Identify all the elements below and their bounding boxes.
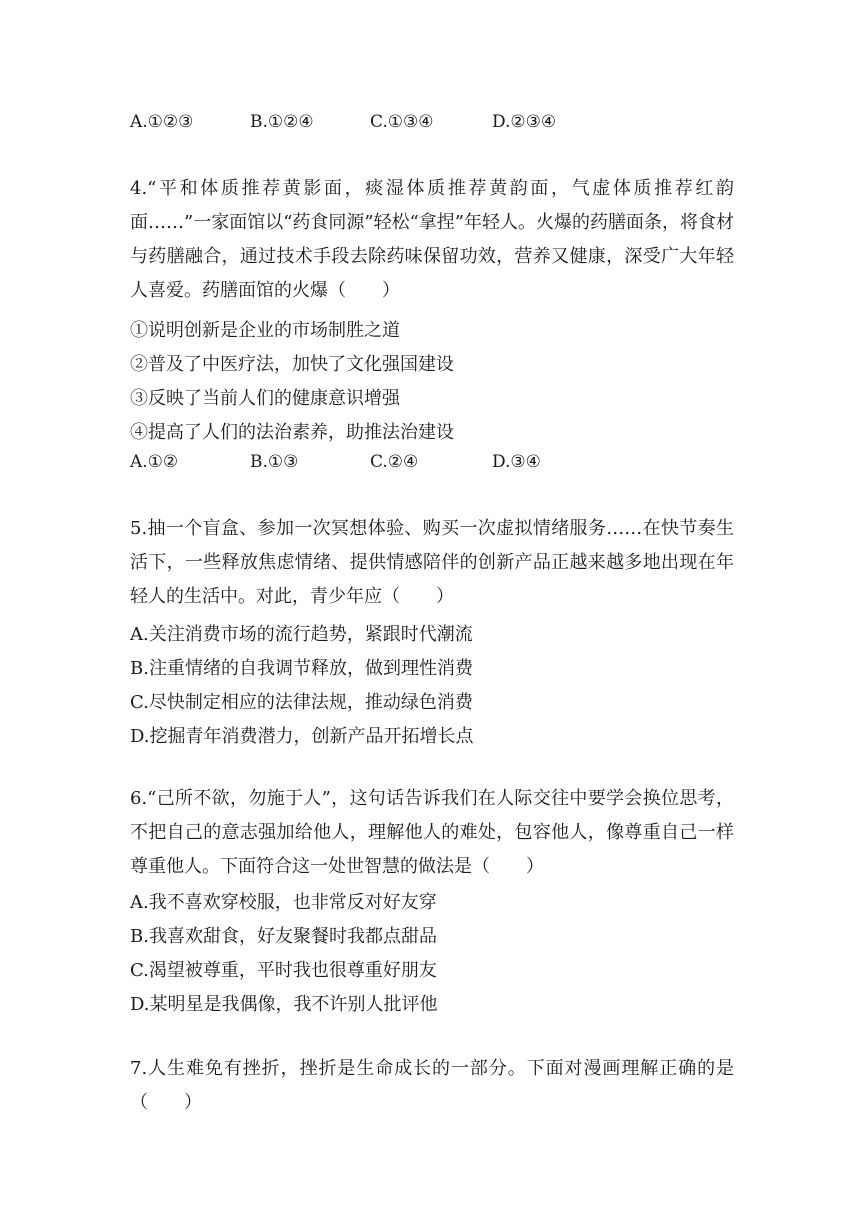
q4-item-3: ③反映了当前人们的健康意识增强 [130,388,400,409]
q5-option-d: D.挖掘青年消费潜力，创新产品开拓增长点 [130,726,474,747]
q4-item-4: ④提高了人们的法治素养，助推法治建设 [130,422,454,443]
q5-option-a: A.关注消费市场的流行趋势，紧跟时代潮流 [130,624,473,645]
q6-option-c: C.渴望被尊重，平时我也很尊重好朋友 [130,960,437,981]
q4-item-2: ②普及了中医疗法，加快了文化强国建设 [130,354,454,375]
q6-stem: 6.“己所不欲，勿施于人”，这句话告诉我们在人际交往中要学会换位思考，不把自己的意志强加给他人，理解他人的难处，包容他人，像尊重自己一样尊重他人。下面符合这一处世智慧的做法是（ ） [130,788,734,877]
q6-option-d: D.某明星是我偶像，我不许别人批评他 [130,994,438,1015]
q3-options [130,112,556,132]
q6-option-b: B.我喜欢甜食，好友聚餐时我都点甜品 [130,926,437,947]
q3-option-b: B.①②④ [250,112,314,132]
q3-option-d: D.②③④ [492,112,557,132]
q4-option-b: B.①③ [250,452,299,472]
q4-option-c: C.②④ [370,452,419,472]
q5-option-c: C.尽快制定相应的法律法规，推动绿色消费 [130,692,473,713]
q4-option-a: A.①② [130,452,179,472]
q4-option-d: D.③④ [492,452,541,472]
q4-stem: 4.“平和体质推荐黄影面，痰湿体质推荐黄韵面，气虚体质推荐红韵面……”一家面馆以“药食同源”轻松“拿捏”年轻人。火爆的药膳面条，将食材与药膳融合，通过技术手段去除药味保留功效，营养又健康，深受广大年轻人喜爱。药膳面馆的火爆（ ） [130,178,735,301]
q7-stem: 7.人生难免有挫折，挫折是生命成长的一部分。下面对漫画理解正确的是（ ） [130,1058,734,1113]
q4-options [130,452,541,472]
q4-item-1: ①说明创新是企业的市场制胜之道 [130,320,400,341]
q5-option-b: B.注重情绪的自我调节释放，做到理性消费 [130,658,473,679]
q5-stem: 5.抽一个盲盒、参加一次冥想体验、购买一次虚拟情绪服务……在快节奏生活下，一些释放焦虑情绪、提供情感陪伴的创新产品正越来越多地出现在年轻人的生活中。对此，青少年应（ ） [130,518,734,607]
q3-option-a: A.①②③ [130,112,194,132]
q3-option-c: C.①③④ [370,112,434,132]
q6-option-a: A.我不喜欢穿校服，也非常反对好友穿 [130,892,437,913]
